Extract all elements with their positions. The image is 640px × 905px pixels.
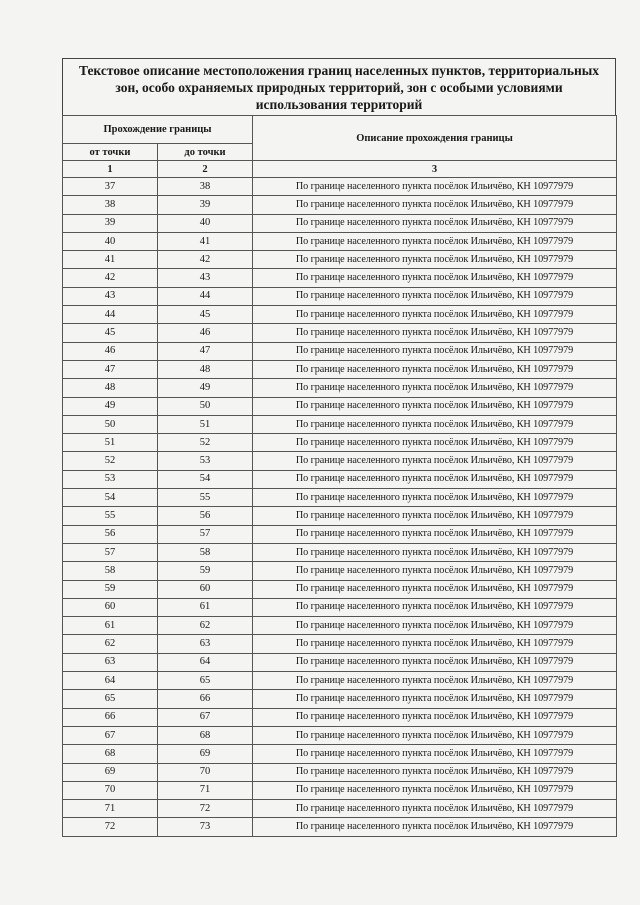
description-cell: По границе населенного пункта посёлок Ильичёво, КН 10977979 (253, 415, 617, 433)
table-row (63, 763, 617, 781)
to-point-cell: 59 (158, 562, 253, 580)
description-header: Описание прохождения границы (253, 116, 617, 161)
from-point-cell: 38 (63, 196, 158, 214)
to-point-cell: 72 (158, 800, 253, 818)
description-cell: По границе населенного пункта посёлок Ильичёво, КН 10977979 (253, 617, 617, 635)
table-row (63, 379, 617, 397)
description-cell: По границе населенного пункта посёлок Ильичёво, КН 10977979 (253, 635, 617, 653)
to-point-cell: 38 (158, 178, 253, 196)
description-cell: По границе населенного пункта посёлок Ильичёво, КН 10977979 (253, 470, 617, 488)
boundary-table (62, 115, 617, 837)
from-point-cell: 67 (63, 726, 158, 744)
description-cell: По границе населенного пункта посёлок Ильичёво, КН 10977979 (253, 507, 617, 525)
description-cell: По границе населенного пункта посёлок Ильичёво, КН 10977979 (253, 726, 617, 744)
table-row (63, 178, 617, 196)
to-point-cell: 64 (158, 653, 253, 671)
from-point-cell: 66 (63, 708, 158, 726)
description-cell: По границе населенного пункта посёлок Ильичёво, КН 10977979 (253, 690, 617, 708)
description-cell: По границе населенного пункта посёлок Ильичёво, КН 10977979 (253, 251, 617, 269)
description-cell: По границе населенного пункта посёлок Ильичёво, КН 10977979 (253, 598, 617, 616)
column-number-1: 1 (63, 161, 158, 178)
from-point-cell: 44 (63, 306, 158, 324)
to-point-cell: 61 (158, 598, 253, 616)
table-row (63, 781, 617, 799)
table-row (63, 452, 617, 470)
table-body (63, 178, 617, 837)
to-point-cell: 42 (158, 251, 253, 269)
table-row (63, 543, 617, 561)
from-point-cell: 51 (63, 434, 158, 452)
description-cell: По границе населенного пункта посёлок Ильичёво, КН 10977979 (253, 580, 617, 598)
to-point-cell: 71 (158, 781, 253, 799)
description-cell: По границе населенного пункта посёлок Ильичёво, КН 10977979 (253, 525, 617, 543)
description-cell: По границе населенного пункта посёлок Ильичёво, КН 10977979 (253, 452, 617, 470)
table-row (63, 635, 617, 653)
to-point-cell: 65 (158, 672, 253, 690)
table-row (63, 269, 617, 287)
from-point-cell: 39 (63, 214, 158, 232)
description-cell: По границе населенного пункта посёлок Ильичёво, КН 10977979 (253, 342, 617, 360)
table-row (63, 232, 617, 250)
from-point-cell: 47 (63, 360, 158, 378)
table-row (63, 580, 617, 598)
from-point-cell: 42 (63, 269, 158, 287)
table-row (63, 726, 617, 744)
table-row (63, 708, 617, 726)
to-point-header: до точки (158, 144, 253, 161)
table-row (63, 360, 617, 378)
description-cell: По границе населенного пункта посёлок Ильичёво, КН 10977979 (253, 562, 617, 580)
from-point-cell: 69 (63, 763, 158, 781)
description-cell: По границе населенного пункта посёлок Ильичёво, КН 10977979 (253, 818, 617, 836)
from-point-cell: 56 (63, 525, 158, 543)
to-point-cell: 62 (158, 617, 253, 635)
to-point-cell: 70 (158, 763, 253, 781)
to-point-cell: 41 (158, 232, 253, 250)
from-point-cell: 61 (63, 617, 158, 635)
passage-header: Прохождение границы (63, 116, 253, 144)
from-point-cell: 58 (63, 562, 158, 580)
from-point-cell: 48 (63, 379, 158, 397)
from-point-cell: 60 (63, 598, 158, 616)
to-point-cell: 43 (158, 269, 253, 287)
description-cell: По границе населенного пункта посёлок Ильичёво, КН 10977979 (253, 800, 617, 818)
description-cell: По границе населенного пункта посёлок Ильичёво, КН 10977979 (253, 781, 617, 799)
to-point-cell: 39 (158, 196, 253, 214)
description-cell: По границе населенного пункта посёлок Ильичёво, КН 10977979 (253, 745, 617, 763)
to-point-cell: 48 (158, 360, 253, 378)
table-row (63, 800, 617, 818)
to-point-cell: 54 (158, 470, 253, 488)
from-point-cell: 54 (63, 489, 158, 507)
to-point-cell: 58 (158, 543, 253, 561)
document-title: Текстовое описание местоположения границ населенных пунктов, территориальных зон, особо охраняемых природных территорий, зон с особыми условиями использования территорий (62, 58, 616, 115)
to-point-cell: 69 (158, 745, 253, 763)
from-point-cell: 70 (63, 781, 158, 799)
from-point-cell: 40 (63, 232, 158, 250)
from-point-header: от точки (63, 144, 158, 161)
description-cell: По границе населенного пункта посёлок Ильичёво, КН 10977979 (253, 672, 617, 690)
description-cell: По границе населенного пункта посёлок Ильичёво, КН 10977979 (253, 397, 617, 415)
table-row (63, 397, 617, 415)
from-point-cell: 65 (63, 690, 158, 708)
to-point-cell: 56 (158, 507, 253, 525)
table-row (63, 653, 617, 671)
to-point-cell: 55 (158, 489, 253, 507)
document-sheet (62, 58, 616, 837)
description-cell: По границе населенного пункта посёлок Ильичёво, КН 10977979 (253, 196, 617, 214)
description-cell: По границе населенного пункта посёлок Ильичёво, КН 10977979 (253, 434, 617, 452)
table-row (63, 196, 617, 214)
from-point-cell: 41 (63, 251, 158, 269)
from-point-cell: 63 (63, 653, 158, 671)
to-point-cell: 57 (158, 525, 253, 543)
from-point-cell: 57 (63, 543, 158, 561)
table-row (63, 617, 617, 635)
table-row (63, 745, 617, 763)
to-point-cell: 73 (158, 818, 253, 836)
description-cell: По границе населенного пункта посёлок Ильичёво, КН 10977979 (253, 214, 617, 232)
description-cell: По границе населенного пункта посёлок Ильичёво, КН 10977979 (253, 360, 617, 378)
description-cell: По границе населенного пункта посёлок Ильичёво, КН 10977979 (253, 543, 617, 561)
to-point-cell: 49 (158, 379, 253, 397)
table-row (63, 287, 617, 305)
table-row (63, 489, 617, 507)
from-point-cell: 68 (63, 745, 158, 763)
description-cell: По границе населенного пункта посёлок Ильичёво, КН 10977979 (253, 653, 617, 671)
table-row (63, 342, 617, 360)
table-row (63, 434, 617, 452)
to-point-cell: 45 (158, 306, 253, 324)
table-row (63, 306, 617, 324)
to-point-cell: 60 (158, 580, 253, 598)
table-row (63, 818, 617, 836)
from-point-cell: 46 (63, 342, 158, 360)
table-row (63, 525, 617, 543)
from-point-cell: 64 (63, 672, 158, 690)
to-point-cell: 46 (158, 324, 253, 342)
to-point-cell: 50 (158, 397, 253, 415)
description-cell: По границе населенного пункта посёлок Ильичёво, КН 10977979 (253, 763, 617, 781)
column-number-3: 3 (253, 161, 617, 178)
to-point-cell: 66 (158, 690, 253, 708)
description-cell: По границе населенного пункта посёлок Ильичёво, КН 10977979 (253, 287, 617, 305)
from-point-cell: 53 (63, 470, 158, 488)
table-row (63, 324, 617, 342)
from-point-cell: 45 (63, 324, 158, 342)
to-point-cell: 47 (158, 342, 253, 360)
table-row (63, 470, 617, 488)
table-row (63, 672, 617, 690)
to-point-cell: 68 (158, 726, 253, 744)
from-point-cell: 52 (63, 452, 158, 470)
table-row (63, 690, 617, 708)
to-point-cell: 51 (158, 415, 253, 433)
description-cell: По границе населенного пункта посёлок Ильичёво, КН 10977979 (253, 708, 617, 726)
description-cell: По границе населенного пункта посёлок Ильичёво, КН 10977979 (253, 306, 617, 324)
table-row (63, 214, 617, 232)
description-cell: По границе населенного пункта посёлок Ильичёво, КН 10977979 (253, 232, 617, 250)
description-cell: По границе населенного пункта посёлок Ильичёво, КН 10977979 (253, 489, 617, 507)
table-row (63, 507, 617, 525)
to-point-cell: 67 (158, 708, 253, 726)
to-point-cell: 52 (158, 434, 253, 452)
table-row (63, 598, 617, 616)
from-point-cell: 72 (63, 818, 158, 836)
to-point-cell: 63 (158, 635, 253, 653)
from-point-cell: 49 (63, 397, 158, 415)
from-point-cell: 43 (63, 287, 158, 305)
table-row (63, 562, 617, 580)
to-point-cell: 40 (158, 214, 253, 232)
from-point-cell: 71 (63, 800, 158, 818)
table-row (63, 415, 617, 433)
table-row (63, 251, 617, 269)
description-cell: По границе населенного пункта посёлок Ильичёво, КН 10977979 (253, 178, 617, 196)
description-cell: По границе населенного пункта посёлок Ильичёво, КН 10977979 (253, 379, 617, 397)
from-point-cell: 37 (63, 178, 158, 196)
from-point-cell: 59 (63, 580, 158, 598)
to-point-cell: 53 (158, 452, 253, 470)
from-point-cell: 55 (63, 507, 158, 525)
description-cell: По границе населенного пункта посёлок Ильичёво, КН 10977979 (253, 324, 617, 342)
from-point-cell: 62 (63, 635, 158, 653)
description-cell: По границе населенного пункта посёлок Ильичёво, КН 10977979 (253, 269, 617, 287)
to-point-cell: 44 (158, 287, 253, 305)
column-number-2: 2 (158, 161, 253, 178)
from-point-cell: 50 (63, 415, 158, 433)
